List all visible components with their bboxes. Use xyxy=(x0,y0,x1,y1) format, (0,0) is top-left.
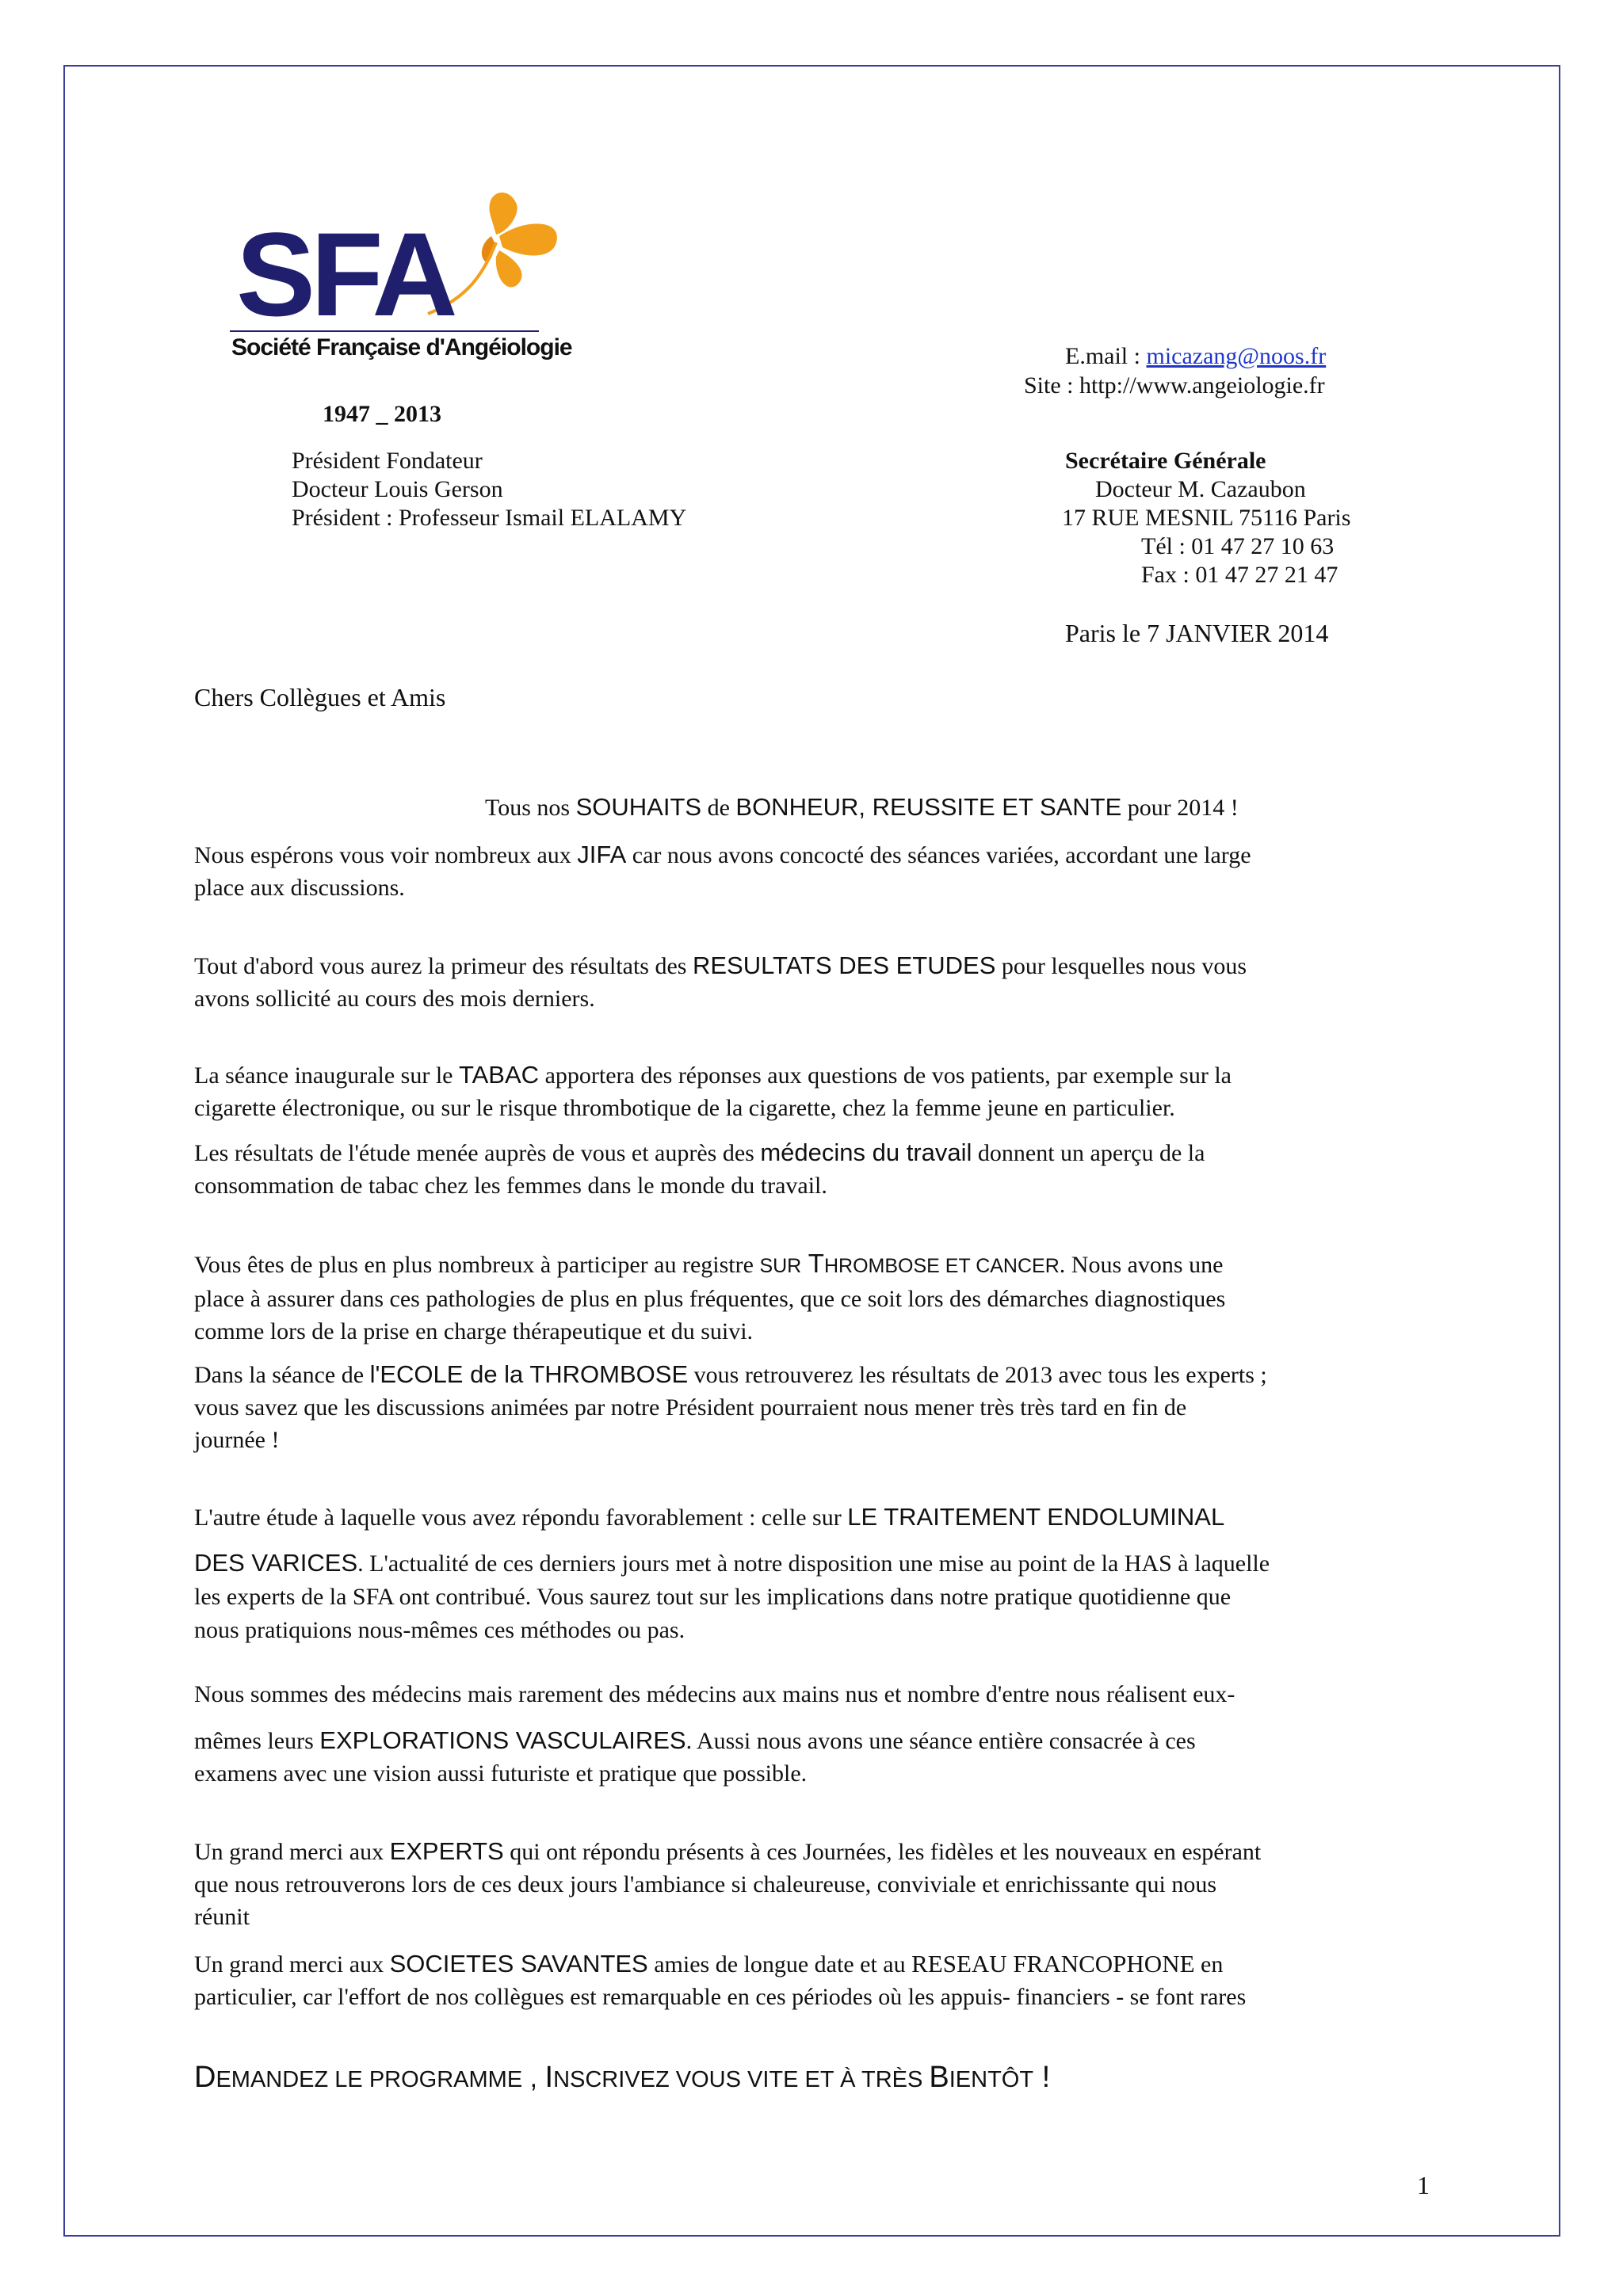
highlight-run: EXPERTS xyxy=(389,1837,504,1865)
secretary-name: Docteur M. Cazaubon xyxy=(1095,476,1306,502)
email-label: E.mail : xyxy=(1065,343,1147,369)
paragraph-line xyxy=(194,1358,1267,1391)
paragraph-line xyxy=(194,1947,1246,1981)
paragraph-line: journée ! xyxy=(194,1427,280,1453)
paragraph-5 xyxy=(194,1247,1225,1348)
paragraph-line: cigarette électronique, ou sur le risque thrombotique de la cigarette, chez la femme jeune en particulier. xyxy=(194,1095,1175,1121)
closing-initial: I xyxy=(544,2061,554,2094)
letter-date: Paris le 7 JANVIER 2014 xyxy=(1065,619,1329,647)
text-run: La séance inaugurale sur le xyxy=(194,1062,459,1089)
paragraph-line: consommation de tabac chez les femmes dans le monde du travail. xyxy=(194,1173,827,1199)
smallcaps-run: SUR xyxy=(759,1255,802,1277)
highlight-run: DES VARICES xyxy=(194,1549,358,1577)
text-run: Tout d'abord vous aurez la primeur des résultats des xyxy=(194,953,693,979)
closing-run: NSCRIVEZ VOUS VITE ET À TRÈS xyxy=(553,2067,930,2092)
text-run: qui ont répondu présents à ces Journées, les fidèles et les nouveaux en espérant xyxy=(503,1839,1262,1865)
wishes-highlight-1: SOUHAITS xyxy=(575,793,702,821)
paragraph-line: Nous sommes des médecins mais rarement des médecins aux mains nus et nombre d'entre nous réalisent eux- xyxy=(194,1681,1235,1707)
text-run: . Aussi nous avons une séance entière consacrée à ces xyxy=(685,1728,1196,1754)
paragraph-line: avons sollicité au cours des mois derniers. xyxy=(194,986,595,1012)
text-run: Vous êtes de plus en plus nombreux à participer au registre xyxy=(194,1252,760,1278)
highlight-run: SOCIETES SAVANTES xyxy=(389,1950,648,1978)
text-run: . L'actualité de ces derniers jours met à notre disposition une mise au point de la HAS à laquelle xyxy=(357,1550,1270,1577)
text-run: Un grand merci aux xyxy=(194,1839,390,1865)
paragraph-line: comme lors de la prise en charge thérapeutique et du suivi. xyxy=(194,1318,754,1344)
wishes-text-1: Tous nos xyxy=(485,795,576,821)
paragraph-line xyxy=(194,1058,1232,1092)
wishes-line xyxy=(485,791,1239,824)
paragraph-line xyxy=(194,1136,1205,1169)
paragraph-line xyxy=(194,1724,1235,1757)
logo-society-name: Société Française d'Angéiologie xyxy=(231,334,572,360)
closing-sep: , xyxy=(522,2063,545,2093)
highlight-run: TABAC xyxy=(459,1061,540,1089)
email-link[interactable]: micazang@noos.fr xyxy=(1146,343,1327,369)
paragraph-line: réunit xyxy=(194,1904,250,1930)
closing-run: EMANDEZ LE PROGRAMME xyxy=(216,2067,523,2092)
paragraph-7 xyxy=(194,1501,1270,1647)
text-run: Un grand merci aux xyxy=(194,1951,390,1978)
paragraph-4 xyxy=(194,1136,1205,1202)
paragraph-line xyxy=(194,1501,1270,1547)
logo-acronym: SFA xyxy=(236,208,453,341)
paragraph-line: les experts de la SFA ont contribué. Vous saurez tout sur les implications dans notre pratique quotidienne que xyxy=(194,1584,1232,1610)
paragraph-line: examens avec une vision aussi futuriste et pratique que possible. xyxy=(194,1760,808,1787)
text-run: . Nous avons une xyxy=(1059,1252,1224,1278)
highlight-run: EXPLORATIONS VASCULAIRES xyxy=(319,1726,686,1754)
salutation: Chers Collègues et Amis xyxy=(194,683,446,711)
paragraph-line: vous savez que les discussions animées par notre Président pourraient nous mener très très tard en fin de xyxy=(194,1394,1187,1421)
paragraph-8 xyxy=(194,1678,1235,1790)
smallcaps-initial: T xyxy=(801,1249,824,1278)
text-run: amies de longue date et au xyxy=(647,1951,912,1978)
text-run: en xyxy=(1194,1951,1224,1978)
closing-line xyxy=(194,2061,1050,2096)
text-run: car nous avons concocté des séances variées, accordant une large xyxy=(626,842,1251,868)
paragraph-line: particulier, car l'effort de nos collègues est remarquable en ces périodes où les appuis- financiers - se font rares xyxy=(194,1984,1247,2010)
text-run: Les résultats de l'étude menée auprès de vous et auprès des xyxy=(194,1140,761,1166)
tel-line: Tél : 01 47 27 10 63 xyxy=(1141,533,1335,559)
text-run: apportera des réponses aux questions de vos patients, par exemple sur la xyxy=(539,1062,1232,1089)
paragraph-line xyxy=(194,1247,1225,1283)
founding-years: 1947 _ 2013 xyxy=(323,401,441,427)
text-run: Dans la séance de xyxy=(194,1362,370,1388)
text-run: mêmes leurs xyxy=(194,1728,320,1754)
paragraph-line: que nous retrouverons lors de ces deux jours l'ambiance si chaleureuse, conviviale et enrichissante qui nous xyxy=(194,1871,1217,1897)
paragraph-line: place aux discussions. xyxy=(194,875,405,901)
closing-end: ! xyxy=(1033,2061,1051,2094)
fax-line: Fax : 01 47 27 21 47 xyxy=(1141,562,1338,588)
network-run: RESEAU FRANCOPHONE xyxy=(911,1950,1195,1978)
text-run: vous retrouverez les résultats de 2013 avec tous les experts ; xyxy=(688,1362,1267,1388)
email-line xyxy=(1065,342,1326,371)
closing-run: IENTÔT xyxy=(949,2067,1034,2092)
highlight-run: médecins du travail xyxy=(760,1138,972,1166)
highlight-run: LE TRAITEMENT ENDOLUMINAL xyxy=(847,1503,1225,1531)
sfa-logo xyxy=(230,187,579,369)
highlight-run: RESULTATS DES ETUDES xyxy=(692,952,996,979)
paragraph-10 xyxy=(194,1947,1246,2013)
paragraph-line xyxy=(194,838,1251,871)
founder-name: Docteur Louis Gerson xyxy=(292,476,503,502)
closing-initial: B xyxy=(929,2061,949,2094)
paragraph-3 xyxy=(194,1058,1232,1124)
paragraph-9 xyxy=(194,1835,1261,1933)
paragraph-line: place à assurer dans ces pathologies de plus en plus fréquentes, que ce soit lors des démarches diagnostiques xyxy=(194,1286,1226,1312)
wishes-text-2: de xyxy=(701,795,736,821)
paragraph-line: nous pratiquions nous-mêmes ces méthodes ou pas. xyxy=(194,1617,685,1643)
paragraph-2 xyxy=(194,949,1247,1015)
text-run: Nous espérons vous voir nombreux aux xyxy=(194,842,578,868)
wishes-highlight-2: BONHEUR, REUSSITE ET SANTE xyxy=(735,793,1122,821)
president-line: Président : Professeur Ismail ELALAMY xyxy=(292,505,687,531)
secretary-title: Secrétaire Générale xyxy=(1065,448,1266,474)
page-number: 1 xyxy=(1417,2171,1430,2199)
site-line[interactable]: Site : http://www.angeiologie.fr xyxy=(1024,372,1325,399)
smallcaps-run: HROMBOSE ET CANCER xyxy=(823,1255,1060,1277)
text-run: donnent un aperçu de la xyxy=(972,1140,1205,1166)
closing-initial: D xyxy=(194,2061,216,2094)
paragraph-1 xyxy=(194,838,1251,904)
highlight-run: l'ECOLE de la THROMBOSE xyxy=(369,1360,689,1388)
paragraph-6 xyxy=(194,1358,1267,1456)
wishes-text-3: pour 2014 ! xyxy=(1121,795,1239,821)
paragraph-line xyxy=(194,949,1247,982)
paragraph-line xyxy=(194,1835,1261,1868)
address-line: 17 RUE MESNIL 75116 Paris xyxy=(1062,505,1351,531)
highlight-run: JIFA xyxy=(577,841,627,868)
founder-label: Président Fondateur xyxy=(292,448,483,474)
text-run: L'autre étude à laquelle vous avez répondu favorablement : celle sur xyxy=(194,1505,848,1531)
text-run: pour lesquelles nous vous xyxy=(995,953,1247,979)
paragraph-line xyxy=(194,1547,1270,1581)
